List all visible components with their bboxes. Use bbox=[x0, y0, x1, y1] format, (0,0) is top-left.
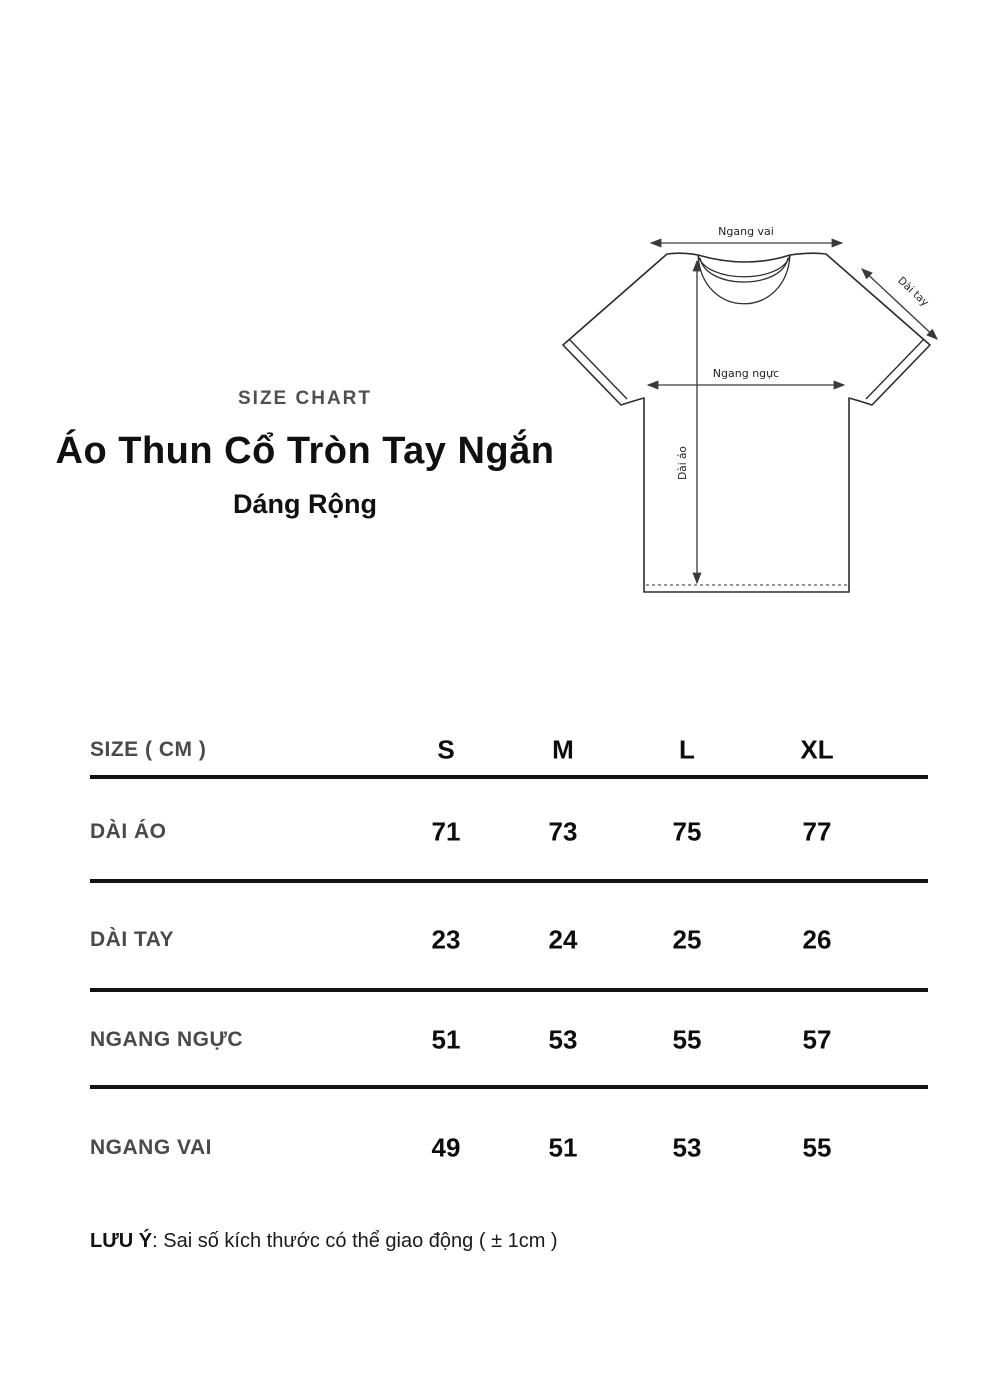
tshirt-measurement-diagram bbox=[555, 212, 950, 607]
row-label: DÀI ÁO bbox=[90, 820, 167, 843]
eyebrow-label: SIZE CHART bbox=[238, 388, 372, 409]
cell-value: 26 bbox=[802, 924, 832, 955]
table-row bbox=[90, 1130, 928, 1166]
shoulder-width-label: Ngang vai bbox=[718, 225, 774, 238]
cell-value: 77 bbox=[802, 816, 832, 847]
table-row bbox=[90, 1022, 928, 1058]
table-row bbox=[90, 922, 928, 958]
page-subtitle: Dáng Rộng bbox=[233, 489, 377, 519]
table-header-row bbox=[90, 732, 928, 768]
note-text: : Sai số kích thước có thể giao động ( ± 1cm ) bbox=[152, 1230, 558, 1252]
col-header-m: M bbox=[552, 734, 574, 765]
chest-width-label: Ngang ngực bbox=[712, 367, 780, 380]
table-divider bbox=[90, 775, 928, 779]
cell-value: 25 bbox=[672, 924, 702, 955]
cell-value: 49 bbox=[431, 1132, 461, 1163]
cell-value: 57 bbox=[802, 1024, 832, 1055]
table-divider bbox=[90, 1085, 928, 1089]
table-divider bbox=[90, 988, 928, 992]
cell-value: 23 bbox=[431, 924, 461, 955]
cell-value: 53 bbox=[672, 1132, 702, 1163]
col-header-xl: XL bbox=[800, 734, 834, 765]
cell-value: 24 bbox=[548, 924, 578, 955]
cell-value: 53 bbox=[548, 1024, 578, 1055]
tolerance-note bbox=[90, 1230, 558, 1253]
cell-value: 51 bbox=[548, 1132, 578, 1163]
cell-value: 55 bbox=[672, 1024, 702, 1055]
table-divider bbox=[90, 879, 928, 883]
col-header-l: L bbox=[679, 734, 695, 765]
row-label: NGANG VAI bbox=[90, 1136, 212, 1159]
row-label: NGANG NGỰC bbox=[90, 1028, 244, 1051]
cell-value: 55 bbox=[802, 1132, 832, 1163]
table-row bbox=[90, 814, 928, 850]
title-block bbox=[30, 388, 580, 520]
row-label: DÀI TAY bbox=[90, 928, 175, 951]
cell-value: 75 bbox=[672, 816, 702, 847]
note-prefix: LƯU Ý bbox=[90, 1230, 153, 1252]
col-header-s: S bbox=[437, 734, 455, 765]
cell-value: 71 bbox=[431, 816, 461, 847]
cell-value: 51 bbox=[431, 1024, 461, 1055]
sleeve-length-label: Dài tay bbox=[895, 274, 931, 309]
shirt-length-label: Dài áo bbox=[677, 446, 689, 480]
unit-header: SIZE ( CM ) bbox=[90, 738, 207, 761]
page-title: Áo Thun Cổ Tròn Tay Ngắn bbox=[55, 430, 555, 472]
cell-value: 73 bbox=[548, 816, 578, 847]
